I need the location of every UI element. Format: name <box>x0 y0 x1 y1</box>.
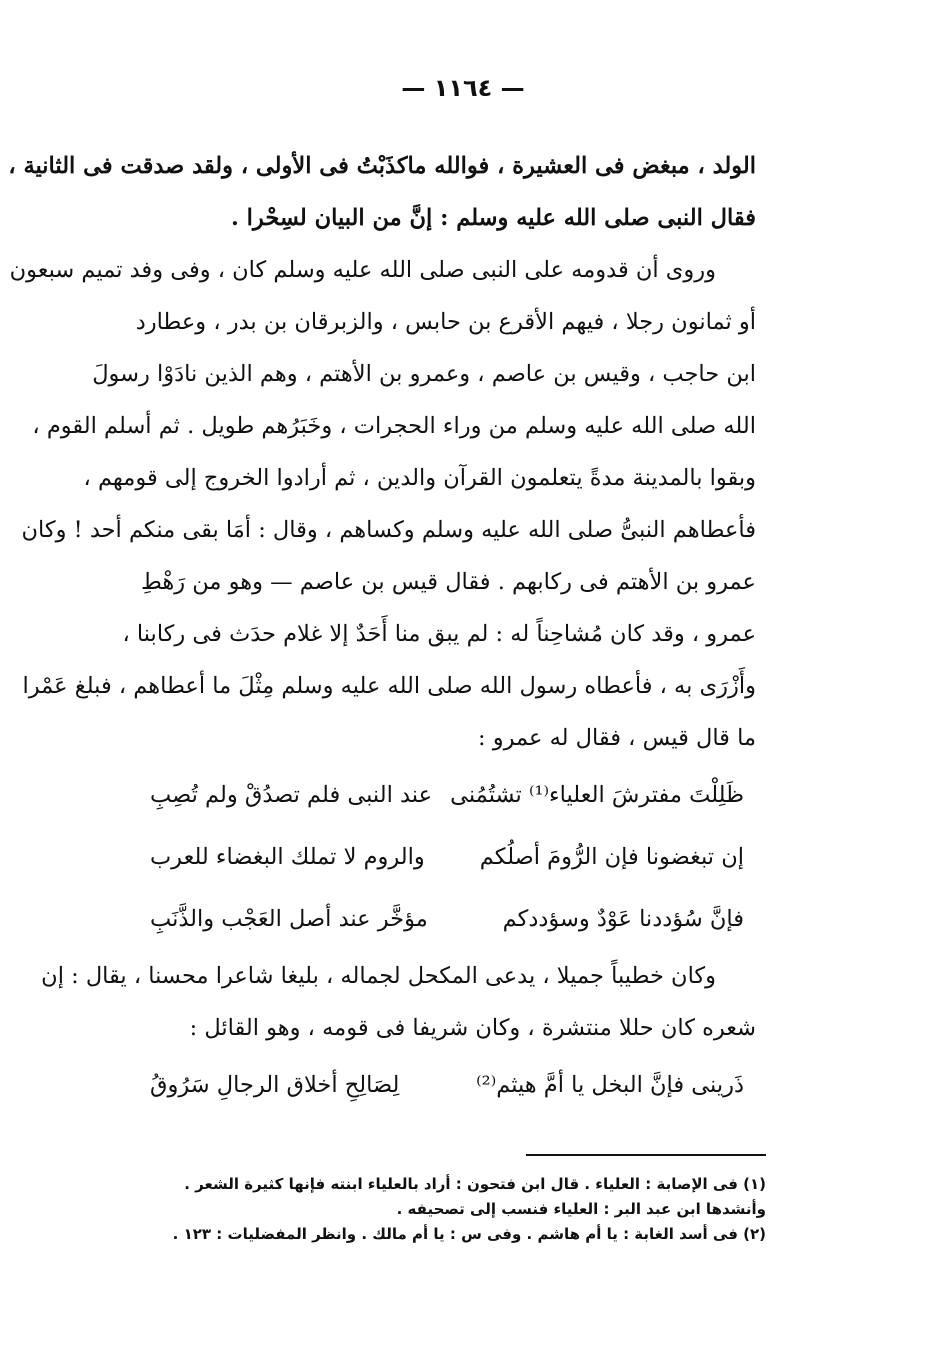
poem-verse <box>150 826 756 888</box>
text-line: الله صلى الله عليه وسلم من وراء الحجرات ، وخَبَرُهم طويل . ثم أسلم القوم ، <box>32 413 756 439</box>
text-line: فأعطاهم النبىُّ صلى الله عليه وسلم وكساهم ، وقال : أمَا بقى منكم أحد ! وكان <box>21 517 756 543</box>
footnote: (٢) فى أسد الغابة : يا أم هاشم . وفى س : يا أم مالك . وانظر المفضليات : ١٢٣ . <box>172 1225 766 1243</box>
page-number: — ١١٦٤ — <box>401 74 525 102</box>
poem-verse <box>150 888 756 950</box>
verse-second-hemistich: مؤخَّر عند أصل العَجْب والذَّنَبِ <box>150 906 428 932</box>
footnote-continuation: وأنشدها ابن عبد البر : العلياء فنسب إلى تصحيفه . <box>396 1200 766 1218</box>
verse-first-hemistich: فإنَّ سُؤددنا عَوْدٌ وسؤددكم <box>502 906 744 932</box>
poem-verse <box>150 1054 756 1116</box>
text-line: شعره كان حللا منتشرة ، وكان شريفا فى قومه ، وهو القائل : <box>189 1015 756 1041</box>
verse-first-hemistich: ظَلِلْتَ مفترشَ العلياء⁽¹⁾ تشتُمُنى <box>450 782 744 808</box>
text-line: ما قال قيس ، فقال له عمرو : <box>478 725 756 751</box>
text-line: وكان خطيباً جميلا ، يدعى المكحل لجماله ، بليغا شاعرا محسنا ، يقال : إن <box>41 963 716 989</box>
main-text <box>8 140 756 1116</box>
verse-second-hemistich: لِصَالِحِ أخلاق الرجالِ سَرُوقُ <box>150 1072 400 1098</box>
text-line: ابن حاجب ، وقيس بن عاصم ، وعمرو بن الأهتم ، وهم الذين نادَوْا رسولَ <box>92 361 756 387</box>
text-line: وروى أن قدومه على النبى صلى الله عليه وسلم كان ، وفى وفد تميم سبعون <box>9 257 716 283</box>
verse-second-hemistich: والروم لا تملك البغضاء للعرب <box>150 844 425 870</box>
text-line: عمرو ، وقد كان مُشاحِناً له : لم يبق منا أَحَدٌ إلا غلام حدَث فى ركابنا ، <box>122 621 756 647</box>
text-line: عمرو بن الأهتم فى ركابهم . فقال قيس بن عاصم — وهو من رَهْطِ <box>141 569 756 595</box>
footnote: (١) فى الإصابة : العلياء . قال ابن فتحون : أراد بالعلياء ابنته فإنها كثيرة الشعر . <box>184 1175 766 1193</box>
poem-verse <box>150 764 756 826</box>
verse-first-hemistich: ذَرينى فإنَّ البخل يا أمَّ هيثم⁽²⁾ <box>476 1072 744 1098</box>
verse-first-hemistich: إن تبغضونا فإن الرُّومَ أصلُكم <box>479 844 744 870</box>
verse-second-hemistich: عند النبى فلم تصدُقْ ولم تُصِبِ <box>150 782 433 808</box>
text-line: وأَزْرَى به ، فأعطاه رسول الله صلى الله عليه وسلم مِثْلَ ما أعطاهم ، فبلغ عَمْرا <box>22 673 756 699</box>
text-line: أو ثمانون رجلا ، فيهم الأقرع بن حابس ، والزبرقان بن بدر ، وعطارد <box>135 309 756 335</box>
text-line: الولد ، مبغض فى العشيرة ، فوالله ماكذَبْتُ فى الأولى ، ولقد صدقت فى الثانية ، <box>8 153 756 179</box>
text-line: فقال النبى صلى الله عليه وسلم : إنَّ من البيان لسِحْرا . <box>230 205 756 231</box>
footnote-separator <box>526 1154 766 1156</box>
footnotes <box>140 1172 766 1247</box>
text-line: وبقوا بالمدينة مدةً يتعلمون القرآن والدين ، ثم أرادوا الخروج إلى قومهم ، <box>83 465 756 491</box>
